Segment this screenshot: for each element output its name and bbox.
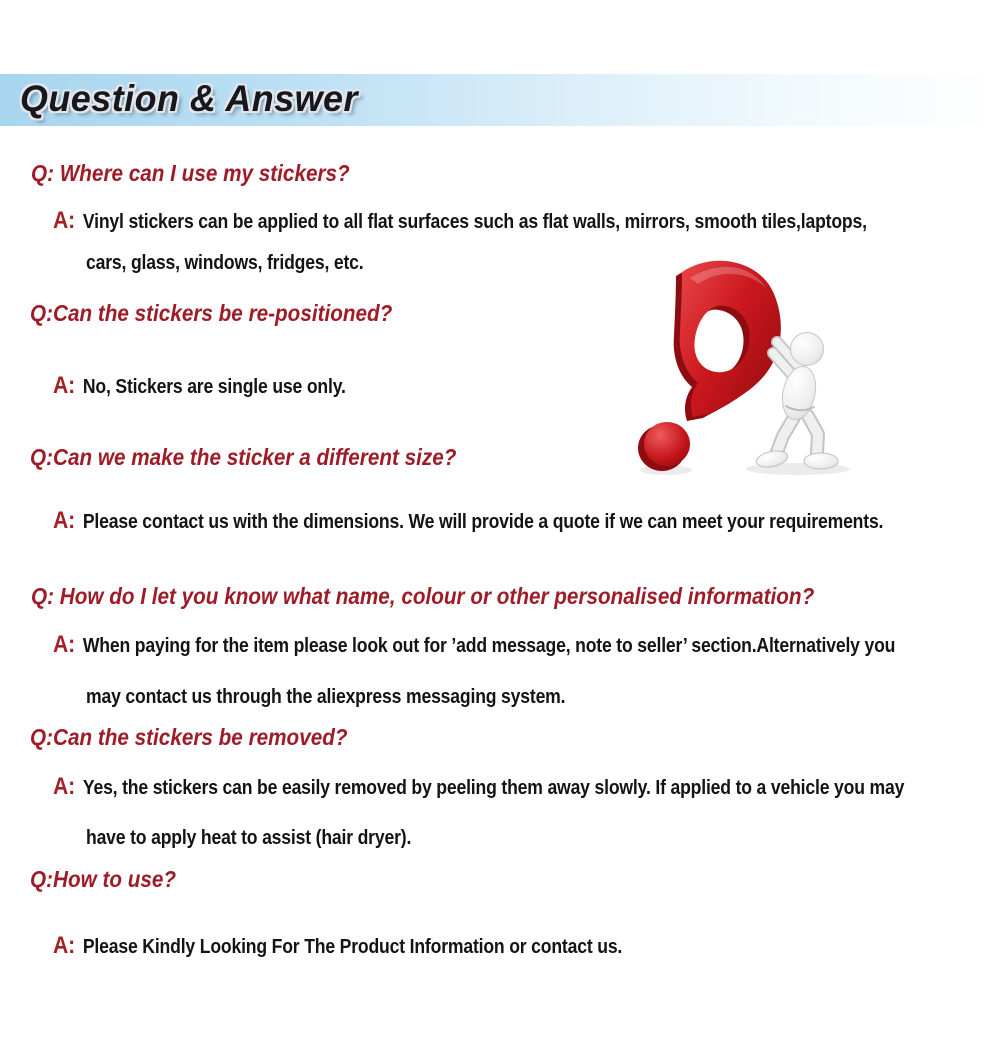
- question-mark-icon: [674, 261, 781, 421]
- question-6: Q:How to use?: [30, 866, 177, 892]
- answer-6-prefix: A:: [53, 932, 75, 959]
- question-5: Q:Can the stickers be removed?: [30, 724, 348, 750]
- question-3: Q:Can we make the sticker a different size?: [30, 444, 457, 470]
- figure-icon: [755, 333, 838, 470]
- answer-2-line-1: [53, 371, 346, 402]
- answer-5-text: Yes, the stickers can be easily removed by peeling them away slowly. If applied to a vehicle you may: [82, 777, 905, 799]
- answer-3-text: Please contact us with the dimensions. We will provide a quote if we can meet your requirements.: [82, 511, 884, 533]
- page-title: Question & Answer: [20, 78, 358, 119]
- answer-6-line-1: [53, 931, 622, 962]
- answer-1-line-1: [53, 206, 867, 237]
- question-mark-dot: [638, 422, 690, 471]
- answer-2-text: No, Stickers are single use only.: [82, 376, 346, 398]
- answer-2-prefix: A:: [53, 372, 75, 399]
- question-1: Q: Where can I use my stickers?: [31, 160, 350, 186]
- answer-3-line-1: [53, 506, 883, 537]
- answer-4-line-2: may contact us through the aliexpress messaging system.: [86, 686, 566, 708]
- question-mark-illustration: [620, 256, 870, 478]
- answer-5-line-1: [53, 772, 904, 803]
- header-band: [0, 74, 1000, 126]
- answer-6-text: Please Kindly Looking For The Product Information or contact us.: [82, 936, 623, 958]
- answer-5-prefix: A:: [53, 773, 75, 800]
- answer-1-prefix: A:: [53, 207, 75, 234]
- answer-4-prefix: A:: [53, 631, 75, 658]
- question-4: Q: How do I let you know what name, colour or other personalised information?: [31, 583, 815, 609]
- question-2: Q:Can the stickers be re-positioned?: [30, 300, 393, 326]
- answer-5-line-2: have to apply heat to assist (hair dryer).: [86, 827, 412, 849]
- answer-1-text: Vinyl stickers can be applied to all flat surfaces such as flat walls, mirrors, smooth tiles,laptops,: [82, 211, 867, 233]
- answer-4-text: When paying for the item please look out for ’add message, note to seller’ section.Alternatively you: [82, 635, 896, 657]
- answer-1-line-2: cars, glass, windows, fridges, etc.: [86, 252, 364, 274]
- answer-3-prefix: A:: [53, 507, 75, 534]
- answer-4-line-1: [53, 630, 895, 661]
